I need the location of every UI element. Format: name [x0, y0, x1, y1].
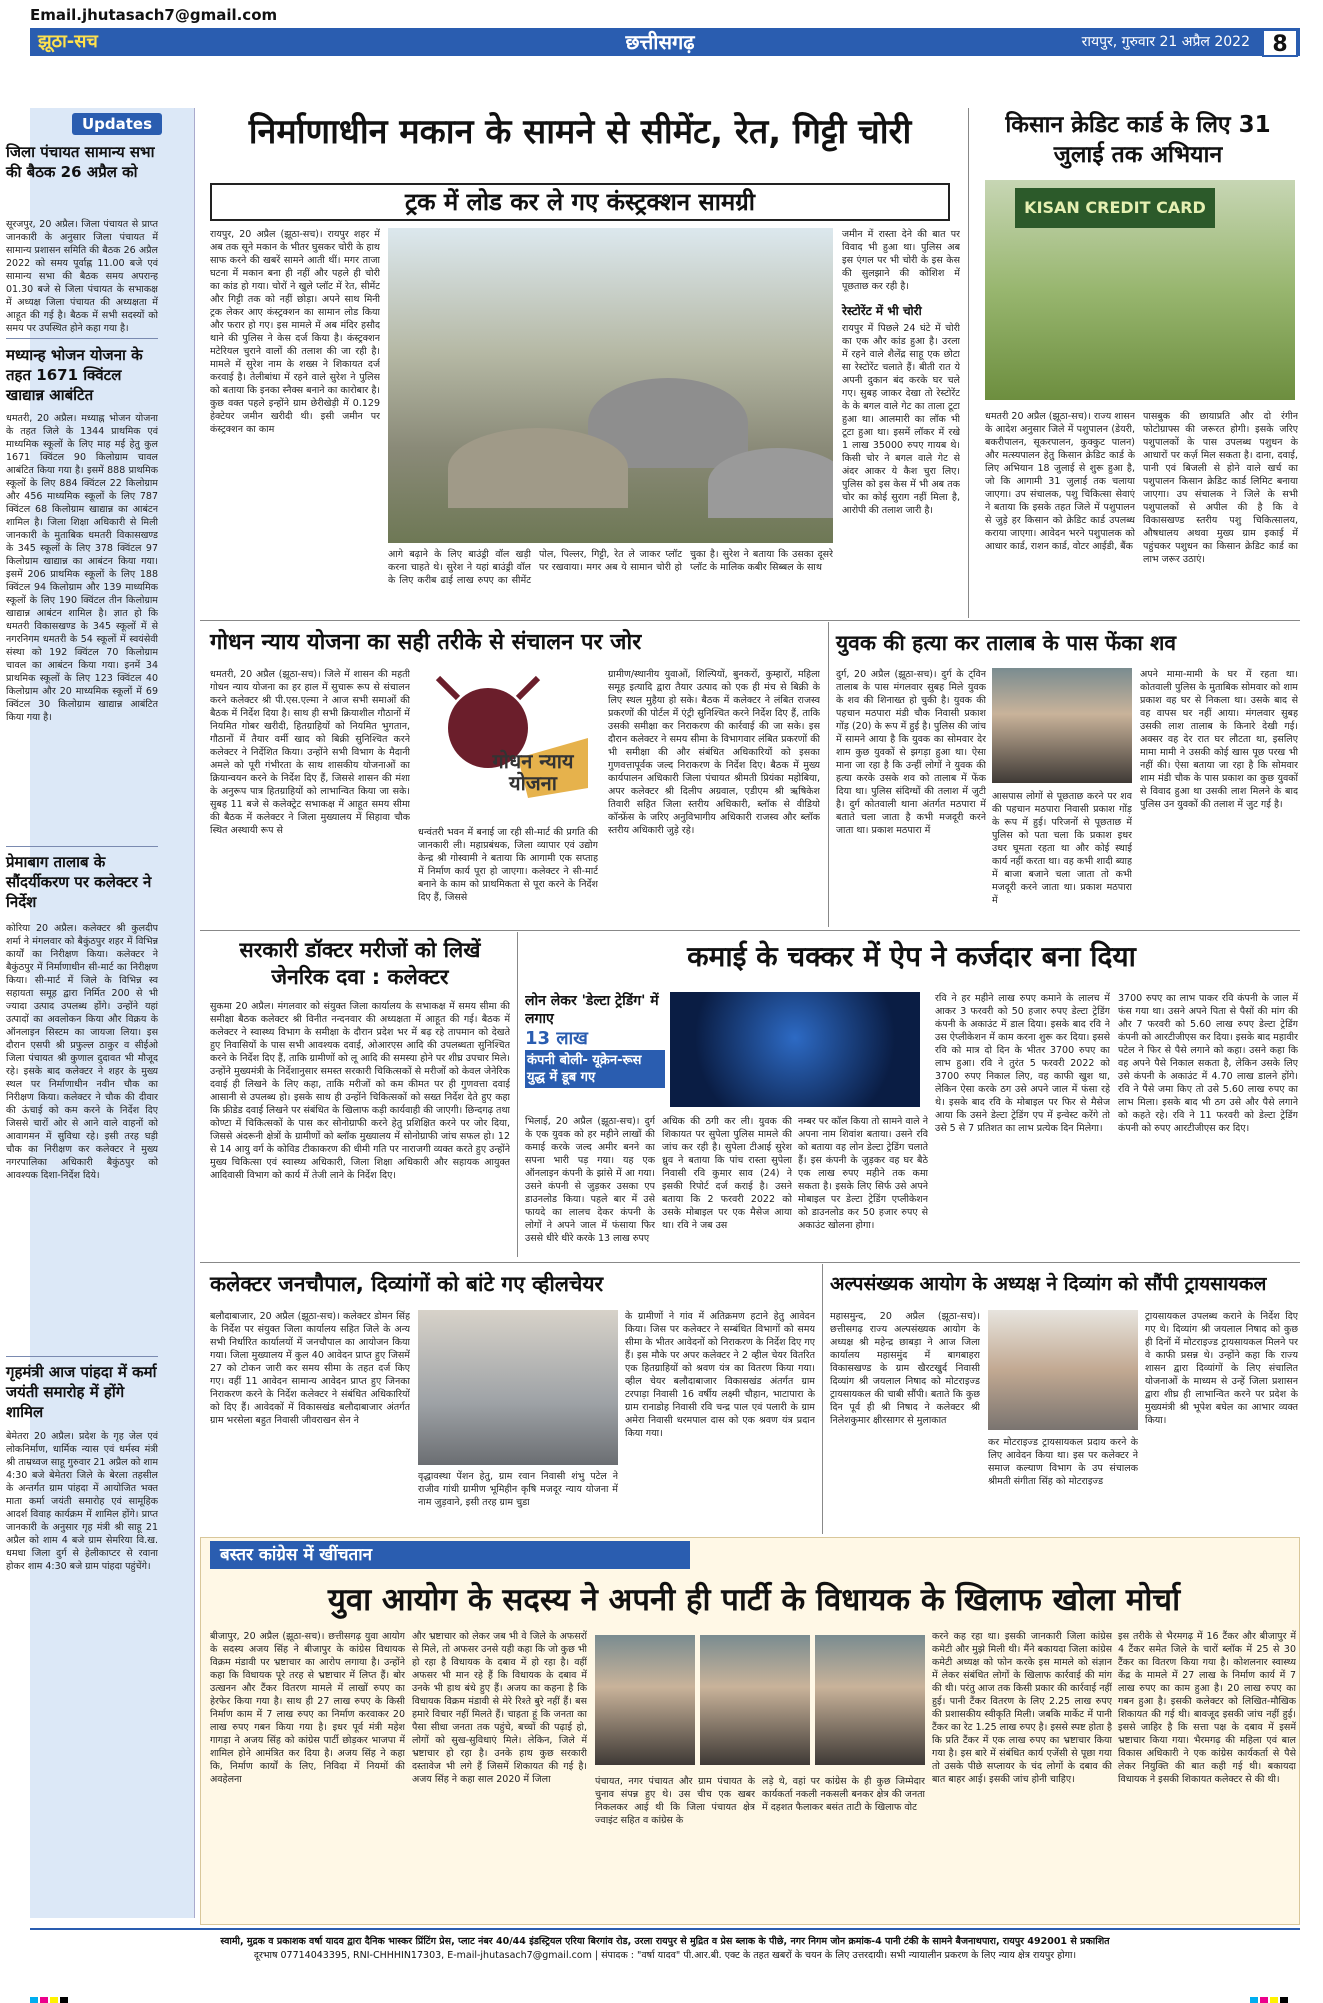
bastar-tag: बस्तर कांग्रेस में खींचतान — [210, 1541, 690, 1569]
godhan-body-3: ग्रामीण/स्थानीय युवाओं, शिल्पियों, बुनकरों, कुम्हारों, महिला समूह इत्यादि द्वारा तैयार उत्पाद को एक ही मंच से बिक्री के लिए स्थल मुहैया हो सके। बैठक में कलेक्टर ने लंबित राजस्व प्रकरणों की पोर्टल में एंट्री सुनिश्चित करने निर्देश दिए हैं, ताकि उसकी समीक्षा कर निराकरण की कार्रवाई की जा सके। इस दौरान कलेक्टर ने समय सीमा के विभागवार लंबित प्रकरणों की भी समीक्षा की और संबंधित अधिकारियों को इसका गुणवत्तापूर्वक जल्द निराकरण के निर्देश दिए। बैठक में मुख्य कार्यपालन अधिकारी जिला पंचायत श्रीमती प्रियंका महोबिया, अपर कलेक्टर श्री दिलीप अग्रवाल, एडीएम श्री ऋषिकेश तिवारी सहित जिला स्तरीय अधिकारी, ब्लॉक से वीडियो कॉन्फ्रेंस के जरिए अनुविभागीय अधिकारी राजस्व और ब्लॉक स्तरीय अधिकारी जुड़े रहे। — [608, 669, 820, 836]
registration-marks — [30, 1990, 70, 1998]
updates-tag: Updates — [72, 113, 162, 135]
murder-body-1: दुर्ग, 20 अप्रैल (झूठा-सच)। दुर्ग के ट्विन तालाब के पास मंगलवार सुबह मिले युवक के शव की शिनाख्त हो चुकी है। युवक की पहचान मठपारा मंडी चौक निवासी प्रकाश गोंड़ (20) के रूप में हुई है। पुलिस की जांच में सामने आया है कि युवक का सोमवार देर शाम कुछ युवकों से झगड़ा हुआ था। ऐसा माना जा रहा है कि उन्हीं लोगों ने युवक की हत्या करके उसके शव को तालाब में फेंक दिया था। पुलिस संदिग्धों की तलाश में जुटी है। दुर्ग कोतवाली थाना अंतर्गत मठपारा में बताते चला जाता है कभी मजदूरी करने जाता था। प्रकाश मठपारा में — [836, 669, 986, 836]
section-title: छत्तीसगढ़ — [625, 30, 695, 54]
lead-headline: निर्माणाधीन मकान के सामने से सीमेंट, रेत, गिट्टी चोरी — [248, 112, 912, 152]
murder-body-2: आसपास लोगों से पूछताछ करने पर शव की पहचान मठपारा निवासी प्रकाश गोंड़ के रूप में हुई। परिजनों से पूछताछ में पुलिस को पता चला कि प्रकाश इधर उधर घूमता रहता था और कोई स्थाई कार्य नहीं करता था। वह कभी शादी ब्याह में बाजा बजाने चला जाता तो कभी मजदूरी करने जाता था। प्रकाश मठपारा में — [992, 791, 1132, 906]
lead-subhead-2: रेस्टोरेंट में भी चोरी — [842, 304, 922, 318]
politician-photo-1 — [595, 1635, 695, 1765]
sidebar-divider — [6, 338, 158, 339]
loan-body-3: नम्बर पर कॉल किया तो सामने वाले ने अपना नाम शिवांश बताया। उसने रवि को बताया वह लोन डेल्टा ट्रेडिंग चलाते हैं। इस कंपनी के जुड़कर वह घर बैठे एक लाख रुपए महीने तक कमा सकता है। इसके लिए सिर्फ उसे अपने मोबाइल पर डेल्टा ट्रेडिंग एप्लीकेशन को डाउनलोड कर 50 हजार रुपए से अकाउंट खोलना होगा। — [798, 1116, 928, 1231]
lead-body-1: रायपुर, 20 अप्रैल (झूठा-सच)। रायपुर शहर में अब तक सूने मकान के भीतर घुसकर चोरी के हाथ साफ करने की खबरें सामने आती थीं। मगर ताजा घटना में मकान बना ही नहीं और पहले ही चोरी का कांड हो गया। चोरों ने खुले प्लॉट में रेत, सीमेंट और गिट्टी तक को नहीं छोड़ा। अपने साथ मिनी ट्रक लेकर आए कंस्ट्रक्शन का सामान लोड किया और फरार हो गए। इस मामले में अब मंदिर हसौद थाने की पुलिस ने केस दर्ज किया है। कंस्ट्रक्शन मटेरियल चुराने वालों की तलाश की जा रही है। मामले में सुरेश नाम के शख्स ने शिकायत दर्ज करवाई है। तेलीबांधा में रहने वाले सुरेश ने पुलिस को बताया कि इनका स्नैक्स बनाने का कारोबार है। कुछ वक्त पहले इन्होंने ग्राम छेरीखेड़ी में 0.129 हेक्टेयर जमीन खरीदी थी। इसी जमीन पर कंस्ट्रक्शन का काम — [210, 229, 380, 435]
loan-box — [525, 992, 665, 1107]
cow-icon — [418, 668, 598, 818]
politician-photo-2 — [700, 1635, 810, 1765]
sidebar-headline-3: प्रेमाबाग तालाब के सौंदर्यीकरण पर कलेक्टर ने निर्देश — [6, 853, 152, 911]
murder-body-3: अपने मामा-मामी के घर में रहता था। कोतवाली पुलिस के मुताबिक सोमवार को शाम प्रकाश वह घर से निकला था। उसके बाद से वह वापस घर नहीं आया। मंगलवार सुबह उसकी लाश तालाब के किनारे देखी गई। अक्सर वह देर रात घर लौटता था, इसलिए मामा मामी ने उसकी कोई खास पूछ परख भी नहीं की। ऐसा बताया जा रहा है कि सोमवार शाम मंडी चौक के पास प्रकाश का कुछ युवकों से विवाद हुआ था उसकी लाश मिलने के बाद पुलिस उन युवकों की तलाश में जुट गई है। — [1140, 669, 1298, 810]
godhan-headline: गोधन न्याय योजना का सही तरीके से संचालन पर जोर — [210, 630, 642, 655]
kisan-photo — [985, 180, 1295, 400]
sidebar-headline-2: मध्यान्ह भोजन योजना के तहत 1671 क्विंटल खाद्यान्न आबंटित — [6, 346, 143, 404]
section-rule — [200, 620, 1300, 621]
murder-headline: युवक की हत्या कर तालाब के पास फेंका शव — [836, 631, 1177, 655]
godhan-logo — [418, 668, 598, 818]
construction-photo — [388, 228, 833, 543]
footer-line-1: स्वामी, मुद्रक व प्रकाशक वर्षा यादव द्वारा दैनिक भास्कर प्रिंटिंग प्रेस, प्लाट नंबर 40/44 इंडस्ट्रियल एरिया बिरगांव रोड, उरला रायपुर से मुद्रित व प्रेस ब्लाक के पीछे, नगर निगम जोन क्रमांक-4 पानी टंकी के सामने बैजनाथपारा, रायपुर 492001 से प्रकाशित — [220, 1936, 1110, 1947]
loan-box-line-1: लोन लेकर 'डेल्टा ट्रेडिंग' में लगाए — [525, 993, 659, 1027]
section-rule — [200, 1262, 1300, 1263]
lead-body-2: जमीन में रास्ता देने की बात पर विवाद भी हुआ था। पुलिस अब इस एंगल पर भी चोरी के इस केस की सुलझाने की कोशिश में पूछताछ कर रही है। — [842, 229, 960, 292]
tricycle-photo — [988, 1310, 1138, 1430]
footer-line-2: दूरभाष 07714043395, RNI-CHHHIN17303, E-mail-jhutasach7@gmail.com | संपादक : "वर्षा यादव" पी.आर.बी. एक्ट के तहत खबरों के चयन के लिए उत्तरदायी। सभी न्यायालीन प्रकरण के लिए न्याय क्षेत्र रायपुर होगा। — [253, 1950, 1077, 1961]
lead-body-3: रायपुर में पिछले 24 घंटे में चोरी का एक और कांड हुआ है। उरला में रहने वाले शैलेंद्र साहू एक छोटा सा रेस्टोरेंट चलाते हैं। बीती रात ये अपनी दुकान बंद करके घर चले गए। सुबह जाकर देखा तो रेस्टोरेंट के के बगल वाले गेट का ताला टूटा हुआ था। आलमारी का लॉक भी टूटा हुआ था। इसमें लॉकर में रखे 1 लाख 35000 रुपए गायब थे। किसी चोर ने बगल वाले गेट से अंदर आकर ये कैश चुरा लिए। पुलिस को इस केस में भी अब तक चोर का कोई सुराग नहीं मिला है, आरोपी की तलाश जारी है। — [842, 323, 960, 516]
politician-photo-3 — [815, 1635, 925, 1765]
loan-headline: कमाई के चक्कर में ऐप ने कर्जदार बना दिया — [687, 940, 1136, 973]
janchaupal-caption: वृद्धावस्था पेंशन हेतु, ग्राम रवान निवासी शंभु पटेल ने राजीव गांधी ग्रामीण भूमिहीन कृषि मजदूर न्याय योजना में नाम जुड़वाने, इसी तरह ग्राम चुडा — [418, 1471, 618, 1508]
tricycle-headline: अल्पसंख्यक आयोग के अध्यक्ष ने दिव्यांग को सौंपी ट्रायसायकल — [830, 1273, 1267, 1295]
janchaupal-body-2: के ग्रामीणों ने गांव में अतिक्रमण हटाने हेतु आवेदन किया। जिस पर कलेक्टर ने सम्बंधित विभागों को समय सीमा के भीतर आवेदनों को निराकरण के निर्देश दिए गए हैं। इस मौके पर अपर कलेक्टर ने 2 व्हील चेयर वितरित एक हितग्राहियों को श्रवण यंत्र का वितरण किया गया। व्हील चेयर बलौदाबाजार विकासखंड अंतर्गत ग्राम टरपाड़ा निवासी 16 वर्षीय लक्ष्मी चौहान, भाटापारा के ग्राम रानाडोह निवासी रवि चन्द्र पाल एवं पलारी के ग्राम अमेरा निवासी धरमपाल दास को एक श्रवण यंत्र प्रदान किया गया। — [625, 1311, 815, 1439]
loan-body-4: रवि ने हर महीने लाख रुपए कमाने के लालच में आकर 3 फरवरी को 50 हजार रुपए डेल्टा ट्रेडिंग कंपनी के अकाउंट में डाल दिया। इसके बाद रवि ने उस ऐप्लीकेशन में काम करना शुरू कर दिया। इससे रवि को मात्र दो दिन के भीतर 3700 रुपए का लाभ हुआ। रवि ने तुरंत 5 फरवरी 2022 को 3700 रुपए निकाल लिए, वह काफी खुश था, लेकिन ऐसा करके ठग उसे अपने जाल में फंसा रहे थे। इसके बाद रवि के मोबाइल पर फिर से मैसेज आया कि उसने डेल्टा ट्रेडिंग एप में इन्वेस्ट करेंगे तो उसे 5 से 7 प्रतिशत का लाभ प्रत्येक दिन मिलेगा। — [935, 993, 1110, 1134]
wheelchair-photo — [418, 1310, 618, 1465]
godhan-body-1: धमतरी, 20 अप्रैल (झूठा-सच)। जिले में शासन की महती गोधन न्याय योजना का हर हाल में सुचारू रूप से संचालन करने कलेक्टर श्री पी.एस.एल्मा ने आज सभी समाओं की बैठक में निर्देश दिया है। साथ ही सभी क्रियाशील गौठानों में नियमित गोबर खरीदी, हितग्राहियों को नियमित भुगतान, गौठानों में तैयार वर्मी खाद को बिक्री सुनिश्चित करने कलेक्टर ने निर्देशित किया। उन्होंने सभी विभाग के मैदानी अमले को पूरी गंभीरता के साथ शासकीय योजनाओं का क्रियान्वयन करने के निर्देश दिए हैं, जिससे शासन की मंशा के अनुरूप पात्र हितग्राहियों को लाभान्वित किया जा सके। सुबह 11 बजे से कलेक्ट्रेट सभाकक्ष में आहूत समय सीमा की बैठक में कलेक्टर ने जिला मुख्यालय में सिहावा चौक स्थित अस्थायी रूप से — [210, 669, 410, 836]
column-rule — [968, 108, 969, 618]
lead-subhead: ट्रक में लोड कर ले गए कंस्ट्रक्शन सामग्री — [210, 183, 950, 221]
bastar-body-4: लड़े थे, वहां पर कांग्रेस के ही कुछ जिम्मेदार कार्यकर्ता नकली नकसली बनकर क्षेत्र की जनता में दहशत फैलाकर बसंत ताटी के खिलाफ वोट — [762, 1776, 925, 1813]
kisan-body-2: पासबुक की छायाप्रति और दो रंगीन फोटोग्राफ्स की जरूरत होगी। इसके जरिए पशुपालकों के पास उपलब्ध पशुधन के आधारों पर कर्ज़ मिल सकता है। दाना, दवाई, पानी एवं बिजली से होने वाले खर्च का पशुपालन किसान क्रेडिट कार्ड लिमिट बनाया जाएगा। उप संचालक ने जिले के सभी पशुपालकों से अपील की है कि वे विकासखण्ड स्तरीय पशु चिकित्सालय, औषधालय अथवा मुख्य ग्राम इकाई में पहुंचकर पशुधन का किसान क्रेडिट कार्ड का लाभ जरूर उठाएं। — [1143, 411, 1298, 565]
tricycle-body-1: महासमुन्द, 20 अप्रैल (झूठा-सच)। छत्तीसगढ़ राज्य अल्पसंख्यक आयोग के अध्यक्ष श्री महेन्द्र छाबड़ा ने आज जिला कार्यालय महासमुंद में बागबाहरा विकासखण्ड के ग्राम खैरटखुर्द निवासी दिव्यांग श्री जयलाल निषाद को मोटराइज्ड ट्रायसायकल की चाबी सौंपी। बताते कि कुछ दिन पूर्व ही श्री निषाद ने कलेक्टर श्री निलेशकुमार क्षीरसागर से मुलाकात — [830, 1311, 980, 1426]
sidebar-body-2: धमतरी, 20 अप्रैल। मध्याह्न भोजन योजना के तहत जिले के 1344 प्राथमिक एवं माध्यमिक स्कूलों के लिए माह मई हेतु कुल 1671 क्विंटल 90 किलोग्राम चावल आबंटित किया गया है। इसमें 888 प्राथमिक स्कूलों के लिए 884 क्विंटल 22 किलोग्राम और 456 माध्यमिक स्कूलों के लिए 787 क्विंटल 68 किलोग्राम खाद्यान्न का आबंटन शामिल है। जिला शिक्षा अधिकारी से मिली जानकारी के मुताबिक धमतरी विकासखण्ड के 345 स्कूलों के लिए 378 क्विंटल 97 किलोग्राम खाद्यान्न का आबंटन किया गया। इसमें 206 प्राथमिक स्कूलों के लिए 188 क्विंटल 94 किलोग्राम और 139 माध्यमिक स्कूलों के लिए 190 क्विंटल तीन किलोग्राम खाद्यान्न आबंटन शामिल है। ज्ञात हो कि धमतरी विकासखण्ड के 345 स्कूलों में से नगरनिगम धमतरी के 54 स्कूलों में स्वयंसेवी संस्था को 192 क्विंटल 70 किलोग्राम चावल का आबंटन किया गया। इनमें 34 प्राथमिक स्कूलों के लिए 123 क्विंटल 40 किलोग्राम और 20 माध्यमिक स्कूलों में 69 क्विंटल 30 किलोग्राम खाद्यान्न आबंटित किया गया है। — [6, 413, 158, 723]
lead-body-photo-caption: आगे बढ़ाने के लिए बाउंड्री वॉल खड़ी करना चाहते थे। सुरेश ने यहां बाउंड्री वॉल के लिए करीब ढाई लाख रुपए का सीमेंट पोल, पिल्लर, गिट्टी, रेत ले जाकर प्लॉट पर रखवाया। मगर अब ये सामान चोरी हो चुका है। सुरेश ने बताया कि उसका दूसरे प्लॉट के मालिक कबीर सिब्बल के साथ — [388, 549, 833, 586]
bastar-body-5: करने कह रहा था। इसकी जानकारी जिला कांग्रेस कमेटी और मुझे मिली थी। मैंने बकायदा जिला कांग्रेस कमेटी अध्यक्ष को फोन करके इस मामले को संज्ञान में लेकर संबंधित लोगों के खिलाफ कार्रवाई की मांग की थी। परंतु आज तक किसी प्रकार की कार्रवाई नहीं हुई। पानी टैंकर वितरण के लिए 2.25 लाख रुपए की प्रशासकीय स्वीकृति मिली। जबकि मार्केट में पानी टैंकर का रेट 1.25 लाख रुपए है। इससे स्पष्ट होता है कि प्रति टैंकर में एक लाख रुपए का भ्रष्टाचार किया गया है। इस बारे में संबंधित कार्य एजेंसी से पूछा गया तो उसके पीछे सप्लायर के चंद लोगों के दबाव की बात बाहर आई। इसकी जांच होनी चाहिए। — [932, 1631, 1112, 1785]
sidebar-divider — [6, 1356, 158, 1357]
tricycle-body-3: ट्रायसायकल उपलब्ध कराने के निर्देश दिए गए थे। दिव्यांग श्री जयलाल निषाद को कुछ ही दिनों में मोटराइज्ड ट्रायसायकल मिलने पर वे काफी प्रसन्न थे। उन्होंने कहा कि राज्य शासन द्वारा दिव्यांगों के लिए संचालित योजनाओं के माध्यम से उन्हें जिला प्रशासन द्वारा शीघ्र ही लाभान्वित करने पर प्रदेश के मुख्यमंत्री श्री भूपेश बघेल का आभार व्यक्त किया। — [1145, 1311, 1298, 1426]
sidebar-headline-4: गृहमंत्री आज पांहदा में कर्मा जयंती समारोह में होंगे शामिल — [6, 1363, 157, 1421]
godhan-body-2: धन्वंतरी भवन में बनाई जा रही सी-मार्ट की प्रगति की जानकारी ली। महाप्रबंधक, जिला व्यापार एवं उद्योग केन्द्र श्री गोस्वामी ने बताया कि आगामी एक सप्ताह में निर्माण कार्य पूरा हो जाएगा। कलेक्टर ने सी-मार्ट बनाने के काम को प्राथमिकता से पूरा करने के निर्देश दिए हैं, जिससे — [418, 827, 598, 903]
bastar-body-6: इस तरीके से भैरमगढ़ में 16 टैंकर और बीजापुर में 4 टैंकर समेत जिले के चारों ब्लॉक में 25 से 30 टैंकर का वितरण किया गया है। कोशलनार स्वास्थ्य केंद्र के मामले में 27 लाख के निर्माण कार्य में 7 लाख रुपए का काम हुआ है। 20 लाख रुपए का गबन हुआ है। इसकी कलेक्टर को लिखित-मौखिक शिकायत की गई थी। बावजूद इसकी जांच नहीं हुई। इससे जाहिर है कि सत्ता पक्ष के दबाव में इसमें भ्रष्टाचार किया गया। भैरमगढ़ की महिला एवं बाल विकास अधिकारी ने एक कांग्रेस कार्यकर्ता से पैसे लेकर नियुक्ति की बात कही गई थी। बकायदा विधायक ने इसकी शिकायत कलेक्टर से की थी। — [1118, 1631, 1296, 1785]
loan-body-1: भिलाई, 20 अप्रैल (झूठा-सच)। दुर्ग के एक युवक को हर महीने लाखों की कमाई करके जल्द अमीर बनने का सपना भारी पड़ गया। यह एक ऑनलाइन कंपनी के झांसे में आ गया। उसने कंपनी से जुड़कर उसका एप डाउनलोड किया। पहले बार में उसे फायदे का लालच देकर कंपनी के लोगों ने अपने जाल में फंसाया फिर उससे धीरे धीरे करके 13 लाख रुपए — [525, 1116, 655, 1244]
sand-pile — [448, 428, 628, 508]
sidebar-body-4: बेमेतरा 20 अप्रैल। प्रदेश के गृह जेल एवं लोकनिर्माण, धार्मिक न्यास एवं धर्मस्व मंत्री श्री ताम्रध्वज साहू गुरुवार 21 अप्रैल को शाम 4:30 बजे बेमेतरा जिले के बेरला तहसील के अन्तर्गत ग्राम पांहदा में आयोजित भक्त माता कर्मा जयंती समारोह एवं सामूहिक आदर्श विवाह कार्यक्रम में शामिल होंगे। प्राप्त जानकारी के अनुसार गृह मंत्री श्री साहू 21 अप्रैल को शाम 4 बजे ग्राम सेमरिया वि.ख. धमधा जिला दुर्ग से हेलीकाप्टर से रवाना होकर शाम 4:30 बजे ग्राम पांहदा पहुंचेंगे। — [6, 1431, 158, 1572]
sidebar-body-3: कोरिया 20 अप्रैल। कलेक्टर श्री कुलदीप शर्मा ने मंगलवार को बैकुंठपुर शहर में विभिन्न कार्यों का निरीक्षण किया। कलेक्टर ने बैकुंठपुर में निर्माणाधीन सी-मार्ट का निरीक्षण किया। सी-मार्ट में जिले के विभिन्न स्व सहायता समूह द्वारा निर्मित 200 से भी ज्यादा उत्पाद उपलब्ध होंगे। उन्होंने यहां उत्पादों का अवलोकन किया और विक्रय के ऑनलाइन सिस्टम का जायजा लिया। इस दौरान एसपी श्री प्रफुल्ल ठाकुर व सीईओ जिला पंचायत श्री कुणाल दुदावत भी मौजूद रहे। इसके बाद कलेक्टर ने शहर के मुख्य स्थल पर निर्माणाधीन नवीन चौक का निरीक्षण किया। कलेक्टर ने चौक की दीवार की ऊंचाई को कम करने के निर्देश दिए जिससे चारों ओर से आने वाले वाहनों को आवागमन में सुविधा रहे। इसी तरह घड़ी चौक का निरीक्षण कर कलेक्टर ने मुख्य नगरपालिका अधिकारी बैकुंठपुर को आवश्यक दिशा-निर्देश दिये। — [6, 923, 158, 1181]
bastar-body-2: और भ्रष्टाचार को लेकर जब भी वे जिले के अफसरों से मिले, तो अफसर उनसे यही कहा कि जो कुछ भी हो रहा है विधायक के दबाव में हो रहा है। वहीं अफसर भी मान रहे हैं कि विधायक के दबाव में उनके भी हाथ बंधे हुए हैं। अजय का कहना है कि विधायक विक्रम मंडावी से मेरे रिश्ते बुरे नहीं हैं। बस हमारे विचार नहीं मिलते हैं। चाहता हूं कि जनता का पैसा सीधा जनता तक पहुंचे, बच्चों की पढ़ाई हो, लोगों को सुख-सुविधाएं मिले। लेकिन, जिले में भ्रष्टाचार हो रहा है। उनके हाथ कुछ सरकारी दस्तावेज भी लगे हैं जिसमें शिकायत की गई है। अजय सिंह ने कहा साल 2020 में जिला — [412, 1631, 587, 1785]
loan-body-2: अधिक की ठगी कर ली। युवक की शिकायत पर सुपेला पुलिस मामले की जांच कर रही है। सुपेला टीआई सुरेश ध्रुव ने बताया कि पांच रास्ता सुपेला निवासी रवि कुमार साव (24) ने इसकी रिपोर्ट दर्ज कराई है। उसने बताया कि 2 फरवरी 2022 को उसके मोबाइल पर एक मैसेज आया था। रवि ने जब उस — [662, 1116, 792, 1231]
registration-marks — [1250, 1990, 1290, 1998]
kisan-headline: किसान क्रेडिट कार्ड के लिए 31 जुलाई तक अभियान — [1005, 112, 1271, 168]
gravel-pile — [708, 448, 833, 518]
kisan-card-label: KISAN CREDIT CARD — [1015, 188, 1215, 228]
section-rule — [200, 930, 1300, 931]
column-rule — [822, 1264, 823, 1534]
footer-imprint — [40, 1935, 1290, 1963]
sidebar-divider — [6, 846, 158, 847]
column-rule — [517, 932, 518, 1257]
loan-box-line-2: 13 लाख — [525, 1028, 588, 1049]
bastar-body-3: पंचायत, नगर पंचायत और ग्राम पंचायत के चुनाव संपन्न हुए थे। उस चीच एक खबर निकलकर आई थी कि जिला पंचायत क्षेत्र ज्वाइंट सहित व कांग्रेस के — [595, 1776, 755, 1826]
loan-box-line-3: कंपनी बोली- यूक्रेन-रूस युद्ध में डूब गए — [525, 1050, 665, 1088]
sidebar-headline-1: जिला पंचायत सामान्य सभा की बैठक 26 अप्रैल को — [6, 143, 155, 181]
masthead-logo: झूठा-सच — [32, 29, 172, 55]
masthead-email: Email.jhutasach7@gmail.com — [30, 6, 278, 24]
bastar-body-1: बीजापुर, 20 अप्रैल (झूठा-सच)। छत्तीसगढ़ युवा आयोग के सदस्य अजय सिंह ने बीजापुर के कांग्रेस विधायक विक्रम मंडावी पर भ्रष्टाचार का आरोप लगाया है। उन्होंने कहा कि विधायक पूरे तरह से भ्रष्टाचार में लिप्त हैं। बोर उत्खनन और टैंकर वितरण मामले में लाखों रुपए का हेरफेर किया गया है। साथ ही 27 लाख रुपए के किसी निर्माण काम में 7 लाख रुपए का निर्माण करवाकर 20 लाख रुपए गबन किया गया है। इधर पूर्व मंत्री महेश गागड़ा ने अजय सिंह को कांग्रेस पार्टी छोड़कर भाजपा में शामिल होने आमंत्रित कर दिया है। अजय सिंह ने कहा कि, निर्माण कार्यों के लिए, निविदा में नियमों की अवहेलना — [210, 1631, 405, 1785]
loan-body-5: 3700 रुपए का लाभ पाकर रवि कंपनी के जाल में फंस गया था। उसने अपने पिता से पैसों की मांग की और 7 फरवरी को 5.60 लाख रुपए डेल्टा ट्रेडिंग कंपनी को आरटीजीएस कर दिया। इसके बाद महावीर पटेल ने फिर से पैसे लगाने को कहा। उसने कहा कि वह अपने पैसे निकाल सकता है, लेकिन उसके लिए उसे कंपनी के अकाउंट में 4.70 लाख डालने होंगे। रवि ने पैसे जमा किए तो उसे 5.60 लाख रुपए का लाभ मिला। इसके बाद भी ठग उसे और पैसे लगाने को कहते रहे। रवि ने 11 फरवरी को डेल्टा ट्रेडिंग कंपनी को रुपए आरटीजीएस कर दिए। — [1118, 993, 1298, 1134]
generic-body: सुकमा 20 अप्रैल। मंगलवार को संयुक्त जिला कार्यालय के सभाकक्ष में समय सीमा की समीक्षा बैठक कलेक्टर श्री विनीत नन्दनवार की अध्यक्षता में आहूत की गई। बैठक में कलेक्टर ने स्वास्थ्य विभाग के समीक्षा के दौरान प्रदेश भर में बढ़ रहे तापमान को देखते हुए निवासियों के पास सभी आवश्यक दवाई, ओआरएस आदि की उपलब्धता सुनिश्चित करने के निर्देश दिए हैं, ताकि ग्रामीणों को लू आदि की समस्या होने पर शीघ्र उपचार मिले। उन्होंने मुख्यमंत्री के निर्देशानुसार समस्त सरकारी चिकित्सकों से मरीजों को केवल जेनेरिक दवाई ही लिखने के लिए कहा, ताकि मरीजों को कम कीमत पर ही गुणवत्ता दवाई आसानी से उपलब्ध हो। इसके साथ ही उन्होंने चिकित्सकों को सख्त निर्देश देते हुए कहा कि फ्रीडेड दवाई लिखने पर संबंधित के खिलाफ कड़ी कार्यवाही की जाएगी। छिन्दगढ़ तथा कोण्टा में चिकित्सकों के पास कर सोनोग्राफी करने हेतु प्रशिक्षित करने पर जोर दिया, जिससे अंदरूनी क्षेत्रों के ग्रामीणों को ब्लॉक मुख्यालय में सोनोग्राफी जांच सफल हो। 12 से 14 आयु वर्ग के कोविड टीकाकरण की धीमी गति पर नाराजगी व्यक्त करते हुए उन्होंने मुख्य चिकित्सा एवं स्वास्थ्य अधिकारी, जिला शिक्षा अधिकारी और सहायक आयुक्त आदिवासी विभाग को कार्य में तेजी लाने के निर्देश दिए। — [210, 1001, 510, 1181]
janchaupal-body-1: बलौदाबाजार, 20 अप्रैल (झूठा-सच)। कलेक्टर डोमन सिंह के निर्देश पर संयुक्त जिला कार्यालय सहित जिले के अन्य सभी निर्धारित कार्यालयों में जनचौपाल का आयोजन किया गया। जिला मुख्यालय में कुल 40 आवेदन प्राप्त हुए जिसमें 27 को टोकन जारी कर समय सीमा के तहत दर्ज किए गए। वहीं 11 आवेदन सामान्य आवेदन प्राप्त हुए जिनका निराकरण करने के निर्देश कलेक्टर ने संबंधित अधिकारियों को दिए हैं। आवेदकों में विकासखंड बलौदाबाजार अंतर्गत ग्राम भरसेला बहुत निवासी जीवराखन सेन ने — [210, 1311, 410, 1426]
masthead-date: रायपुर, गुरुवार 21 अप्रैल 2022 — [1081, 34, 1250, 50]
victim-photo — [992, 668, 1132, 783]
page-number: 8 — [1262, 29, 1298, 57]
bastar-headline: युवा आयोग के सदस्य ने अपनी ही पार्टी के विधायक के खिलाफ खोला मोर्चा — [327, 1582, 1181, 1618]
hacker-photo — [670, 992, 920, 1107]
kisan-body-1: धमतरी 20 अप्रैल (झूठा-सच)। राज्य शासन के आदेश अनुसार जिले में पशुपालन (डेयरी, बकरीपालन, सूकरपालन, कुक्कुट पालन) और मत्स्यपालन हेतु किसान क्रेडिट कार्ड के लिए अभियान 18 जुलाई से शुरू हुआ है, जो कि आगामी 31 जुलाई तक चलाया जाएगा। उप संचालक, पशु चिकित्सा सेवाएं ने बताया कि इसके तहत जिले में पशुपालन से जुड़े हर किसान को क्रेडिट कार्ड उपलब्ध कराया जाएगा। आवेदन भरने पशुपालक को आधार कार्ड, राशन कार्ड, वोटर आईडी, बैंक — [985, 411, 1135, 552]
column-rule — [828, 622, 829, 927]
godhan-logo-text: गोधन न्याय योजना — [492, 749, 574, 795]
generic-headline: सरकारी डॉक्टर मरीजों को लिखें जेनरिक दवा : कलेक्टर — [239, 938, 481, 989]
tricycle-body-2: कर मोटराइज्ड ट्रायसायकल प्रदाय करने के लिए आवेदन किया था। इस पर कलेक्टर ने समाज कल्याण विभाग के उप संचालक श्रीमती संगीता सिंह को मोटराइज्ड — [988, 1437, 1138, 1487]
sidebar-body-1: सूरजपुर, 20 अप्रैल। जिला पंचायत से प्राप्त जानकारी के अनुसार जिला पंचायत में सामान्य प्रशासन समिति की बैठक 26 अप्रैल 2022 को समय पूर्वाह्न 11.00 बजे एवं सामान्य सभा की बैठक समय अपरान्ह 01.30 बजे से जिला पंचायत के सभाकक्ष में अध्यक्ष जिला पंचायत की अध्यक्षता में आहूत की गई है। बैठक में सभी सदस्यों को समय पर उपस्थित होने कहा गया है। — [6, 219, 158, 333]
janchaupal-headline: कलेक्टर जनचौपाल, दिव्यांगों को बांटे गए व्हीलचेयर — [210, 1272, 604, 1296]
